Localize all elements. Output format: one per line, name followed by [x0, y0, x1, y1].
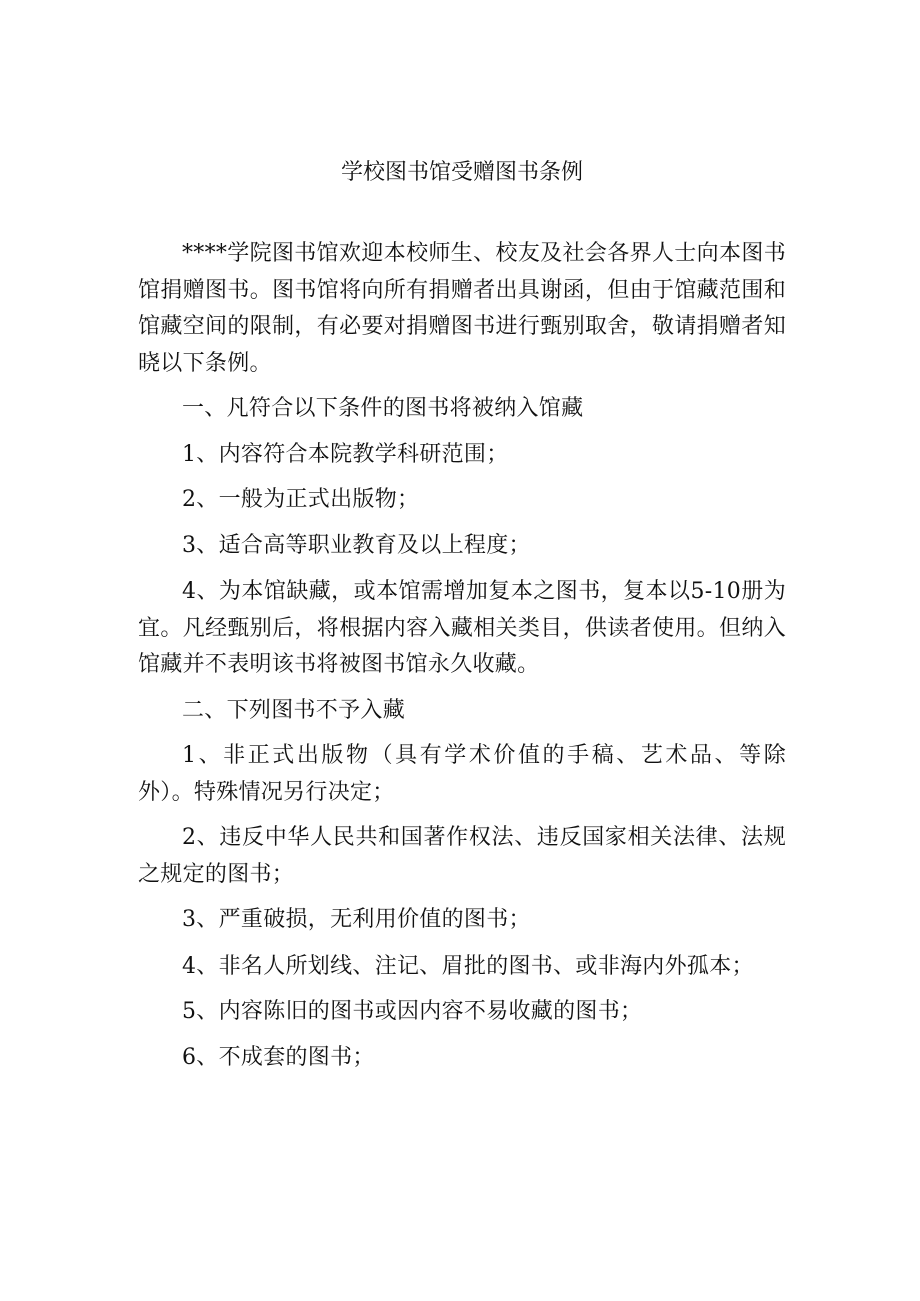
reject-item-1: 1、非正式出版物（具有学术价值的手稿、艺术品、等除外）。特殊情况另行决定；	[138, 743, 786, 805]
section-heading-reject: 二、下列图书不予入藏	[182, 697, 406, 723]
accept-item-1: 1、内容符合本院教学科研范围；	[182, 441, 509, 467]
accept-item-3: 3、适合高等职业教育及以上程度；	[182, 532, 531, 558]
reject-item-4: 4、非名人所划线、注记、眉批的图书、或非海内外孤本；	[182, 953, 754, 979]
intro-paragraph: ****学院图书馆欢迎本校师生、校友及社会各界人士向本图书馆捐赠图书。图书馆将向所有捐赠者出具谢函，但由于馆藏范围和馆藏空间的限制，有必要对捐赠图书进行甄别取舍，敬请捐赠者知晓以下条例。	[138, 241, 786, 376]
reject-item-2: 2、违反中华人民共和国著作权法、违反国家相关法律、法规之规定的图书；	[138, 825, 786, 887]
reject-item-3: 3、严重破损，无利用价值的图书；	[182, 907, 531, 932]
section-heading-accept: 一、凡符合以下条件的图书将被纳入馆藏	[182, 396, 584, 421]
reject-item-5: 5、内容陈旧的图书或因内容不易收藏的图书；	[182, 999, 643, 1024]
accept-item-2: 2、一般为正式出版物；	[182, 487, 420, 512]
accept-item-4: 4、为本馆缺藏，或本馆需增加复本之图书，复本以5-10册为宜。凡经甄别后，将根据内容入藏相关类目，供读者使用。但纳入馆藏并不表明该书将被图书馆永久收藏。	[138, 579, 786, 677]
document-title: 学校图书馆受赠图书条例	[340, 160, 583, 185]
reject-item-6: 6、不成套的图书；	[182, 1044, 375, 1070]
document-body	[138, 236, 786, 1076]
